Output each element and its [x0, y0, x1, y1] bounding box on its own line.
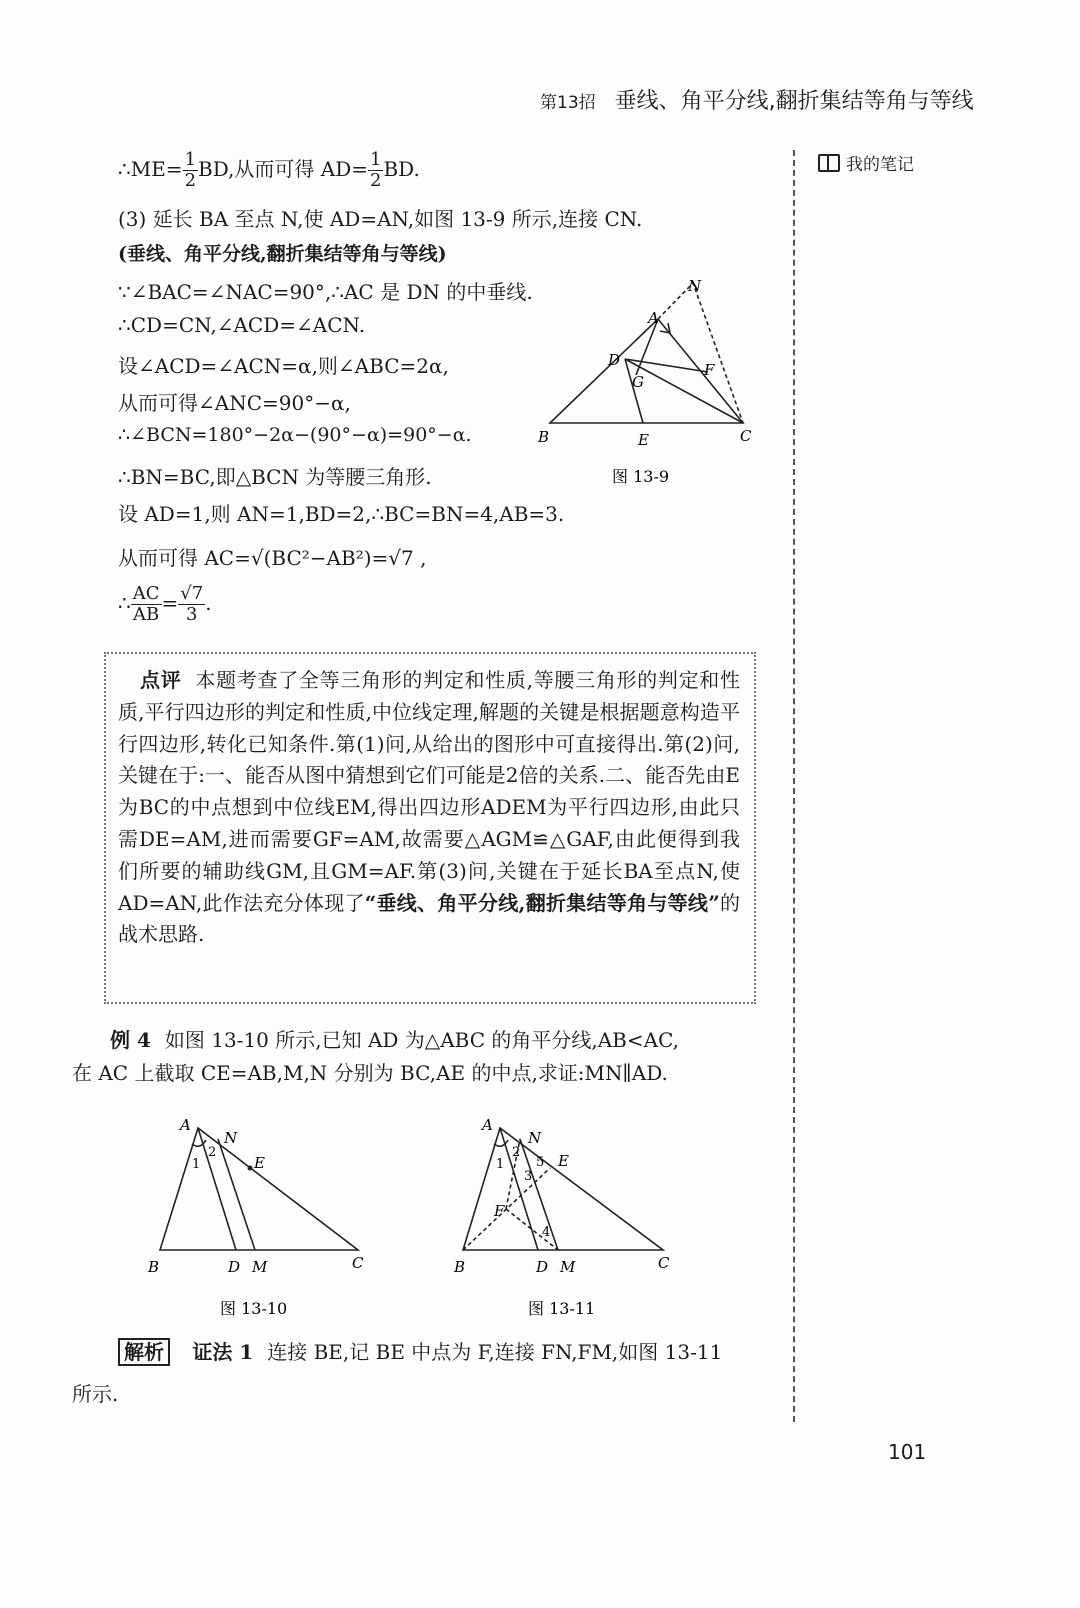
figure-13-10-caption: 图 13-10 [220, 1299, 288, 1318]
line-alpha: 设∠ACD=∠ACN=α,则∠ABC=2α, [118, 354, 449, 378]
label-M: M [560, 1258, 576, 1276]
point-e [248, 1166, 253, 1171]
line-lengths: 设 AD=1,则 AN=1,BD=2,∴BC=BN=4,AB=3. [118, 502, 565, 526]
solution-line2: 所示. [72, 1382, 119, 1406]
figure-13-11-caption: 图 13-11 [528, 1299, 596, 1318]
label-C: C [740, 427, 752, 445]
label-N: N [224, 1129, 238, 1147]
triangle-abc [463, 1128, 663, 1250]
review-text [118, 665, 740, 951]
line-strategy: (垂线、角平分线,翻折集结等角与等线) [118, 243, 447, 265]
review-tail: 的战术思路. [118, 890, 740, 947]
label-D: D [536, 1258, 549, 1276]
notes-label: 我的笔记 [846, 155, 914, 175]
label-M: M [252, 1258, 268, 1276]
running-header [540, 84, 1000, 115]
figure-13-9-caption: 图 13-9 [612, 467, 670, 486]
line-anc: 从而可得∠ANC=90°−α, [118, 391, 351, 415]
angle-2: 2 [512, 1145, 521, 1160]
line-bcn: ∴∠BCN=180°−2α−(90°−α)=90°−α. [118, 424, 472, 446]
line-part3: (3) 延长 BA 至点 N,使 AD=AN,如图 13-9 所示,连接 CN. [118, 207, 643, 231]
label-A: A [482, 1116, 493, 1134]
line-isosceles: ∴BN=BC,即△BCN 为等腰三角形. [118, 465, 432, 489]
notes-divider [793, 150, 795, 1422]
label-F: F [494, 1202, 505, 1220]
label-B: B [454, 1258, 466, 1276]
review-label: 点评 [140, 668, 182, 692]
dashed-anc [658, 283, 743, 423]
label-A: A [648, 309, 659, 327]
label-F: F [704, 361, 715, 379]
angle-2: 2 [208, 1145, 217, 1160]
solution-tag: 解析 [118, 1338, 170, 1366]
fraction-half: $\frac{1}{2}$ [184, 149, 197, 191]
example-label: 例 4 [110, 1028, 151, 1052]
line-cd-cn: ∴CD=CN,∠ACD=∠ACN. [118, 313, 366, 337]
notes-header [818, 150, 914, 175]
label-B: B [538, 428, 550, 446]
line-me-bd: ∴ME= $\frac{1}{2}$ BD,从而可得 AD= $\frac{1}{2}$ BD. [118, 149, 420, 191]
chapter-title: 垂线、角平分线,翻折集结等角与等线 [614, 89, 974, 114]
angle-1: 1 [496, 1157, 505, 1172]
figure-13-11 [448, 1110, 698, 1325]
example-4-line1: 例 4 如图 13-10 所示,已知 AD 为△ABC 的角平分线,AB<AC, [110, 1028, 680, 1052]
fraction-half-2: $\frac{1}{2}$ [370, 149, 382, 191]
label-B: B [148, 1258, 160, 1276]
line-perpendicular: ∵∠BAC=∠NAC=90°,∴AC 是 DN 的中垂线. [118, 280, 533, 304]
solution-line1: 解析 证法 1 连接 BE,记 BE 中点为 F,连接 FN,FM,如图 13-11 [118, 1336, 722, 1365]
label-G: G [632, 373, 644, 391]
segment-nm [218, 1139, 255, 1250]
label-C: C [352, 1254, 364, 1272]
label-N: N [688, 277, 702, 295]
triangle-abc [160, 1128, 358, 1250]
figure-13-9 [530, 275, 770, 495]
angle-1: 1 [192, 1157, 201, 1172]
book-icon [818, 154, 840, 172]
figure-13-10 [140, 1110, 390, 1325]
review-body: 本题考查了全等三角形的判定和性质,等腰三角形的判定和性质,平行四边形的判定和性质,中位线定理,解题的关键是根据题意构造平行四边形,转化已知条件.第(1)问,从给出的图形中可直接得出.第(2)问,关键在于:一、能否从图中猜想到它们可能是2倍的关系.二、能否先由E为BC的中点想到中位线EM,得出四边形ADEM为平行四边形,由此只需DE=AM,进而需要GF=AM,故需要△AGM≌△GAF,由此便得到我们所要的辅助线GM,且GM=AF.第(3)问,关键在于延长BA至点N,使AD=AN,此作法充分体现了 [118, 668, 741, 915]
example-4-line2: 在 AC 上截取 CE=AB,M,N 分别为 BC,AE 的中点,求证:MN∥AD. [72, 1061, 668, 1085]
label-A: A [180, 1116, 191, 1134]
label-N: N [528, 1129, 542, 1147]
line-ac: 从而可得 AC=√(BC²−AB²)=√7 , [118, 546, 427, 570]
line-ratio: ∴ $\frac{AC}{AB}$ = $\frac{√7}{3}$ . [118, 583, 212, 625]
label-E: E [638, 431, 649, 449]
page-number: 101 [888, 1440, 927, 1464]
review-emphasis: “垂线、角平分线,翻折集结等角与等线” [364, 890, 720, 915]
segment-ag [636, 319, 658, 375]
fraction-sqrt7-3: $\frac{√7}{3}$ [180, 583, 204, 625]
segment-de [625, 359, 643, 423]
angle-5: 5 [536, 1155, 545, 1170]
chapter-number: 第13招 [540, 93, 596, 113]
fraction-ac-ab: $\frac{AC}{AB}$ [132, 583, 160, 625]
label-D: D [608, 351, 621, 369]
label-D: D [228, 1258, 241, 1276]
label-E: E [254, 1154, 265, 1172]
angle-4: 4 [542, 1225, 551, 1240]
angle-3: 3 [524, 1169, 533, 1184]
label-E: E [558, 1152, 569, 1170]
label-C: C [658, 1254, 670, 1272]
method-label: 证法 1 [192, 1340, 254, 1364]
